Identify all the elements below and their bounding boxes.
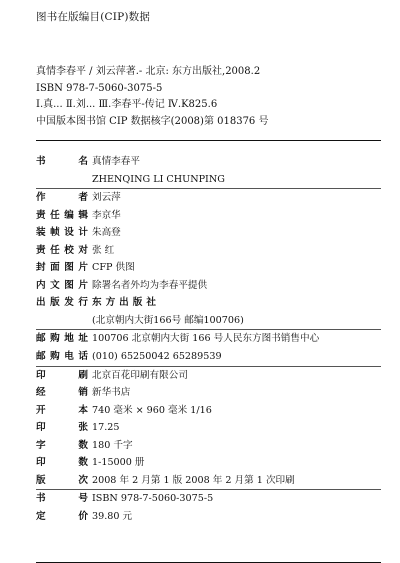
- row-label: 印 张: [36, 422, 88, 434]
- row-value: 除署名者外均为李春平提供: [92, 279, 208, 291]
- row-label: 版 次: [36, 474, 88, 486]
- row-value: 朱高登: [92, 227, 121, 239]
- row-value: 真情李春平: [92, 156, 140, 167]
- row-label: 经 销: [36, 387, 88, 399]
- colophon-row-pinyin: [36, 171, 381, 190]
- colophon-row-design: [36, 224, 381, 242]
- row-value: 2008 年 2 月第 1 版 2008 年 2 月第 1 次印刷: [92, 474, 295, 486]
- colophon-row-cover-image: [36, 259, 381, 277]
- colophon-row-mail-phone: [36, 348, 381, 367]
- colophon-row-distributor: [36, 384, 381, 402]
- colophon-row-mail-address: [36, 330, 381, 348]
- row-label: 开 本: [36, 404, 88, 416]
- row-label: 邮购电话: [36, 351, 88, 363]
- row-value: 740 毫米 × 960 毫米 1/16: [92, 404, 212, 416]
- row-value: (010) 65250042 65289539: [92, 351, 222, 363]
- row-value: 39.80 元: [92, 510, 133, 522]
- row-label: 装帧设计: [36, 227, 88, 239]
- row-label: 封面图片: [36, 262, 88, 274]
- colophon-row-author: [36, 189, 381, 207]
- colophon-row-publisher: [36, 294, 381, 312]
- cip-title-line: 真情李春平 / 刘云萍著.- 北京: 东方出版社,2008.2: [36, 66, 261, 77]
- row-label: 字 数: [36, 439, 88, 451]
- row-label: 邮购地址: [36, 333, 88, 345]
- row-label: 内文图片: [36, 279, 88, 291]
- row-value: 17.25: [92, 422, 120, 434]
- row-label: 书 名: [36, 156, 88, 167]
- row-label: 印 刷: [36, 369, 88, 381]
- colophon-row-sheets: [36, 419, 381, 437]
- row-value: 刘云萍: [92, 192, 121, 204]
- cip-heading: 图书在版编目(CIP)数据: [36, 11, 151, 23]
- row-value: (北京朝内大街166号 邮编100706): [92, 314, 244, 326]
- colophon-row-word-count: [36, 437, 381, 455]
- row-value: ZHENQING LI CHUNPING: [92, 173, 225, 185]
- row-label: 作 者: [36, 192, 88, 204]
- row-value: 100706 北京朝内大街 166 号人民东方图书销售中心: [92, 333, 320, 345]
- colophon-row-inner-images: [36, 277, 381, 295]
- row-label: 定 价: [36, 510, 88, 522]
- row-label: 印 数: [36, 457, 88, 469]
- row-label: 书 号: [36, 493, 88, 505]
- colophon-row-edition: [36, 472, 381, 491]
- colophon-row-proofreader: [36, 242, 381, 260]
- cip-record: [36, 64, 268, 130]
- row-label: 责任编辑: [36, 209, 88, 221]
- colophon-row-format: [36, 402, 381, 420]
- colophon-row-printer: [36, 367, 381, 385]
- row-label: 出版发行: [36, 297, 88, 309]
- row-value: 1-15000 册: [92, 457, 145, 469]
- row-value: 新华书店: [92, 387, 131, 399]
- top-rule: [36, 140, 381, 141]
- row-value: ISBN 978-7-5060-3075-5: [92, 493, 214, 505]
- colophon-row-print-run: [36, 454, 381, 472]
- row-value: 北京百花印刷有限公司: [92, 369, 188, 381]
- row-value: 张 红: [92, 244, 115, 256]
- row-value: CFP 供图: [92, 262, 135, 274]
- colophon-row-price: [36, 508, 381, 526]
- cip-isbn-line: ISBN 978-7-5060-3075-5: [36, 82, 163, 94]
- cip-subject-line: Ⅰ.真... Ⅱ.刘... Ⅲ.李春平-传记 Ⅳ.K825.6: [36, 99, 218, 110]
- colophon-row-title: [36, 153, 381, 171]
- colophon-table: [36, 153, 381, 525]
- cip-number-line: 中国版本图书馆 CIP 数据核字(2008)第 018376 号: [36, 115, 269, 127]
- colophon-row-isbn: [36, 490, 381, 508]
- colophon-row-editor: [36, 207, 381, 225]
- row-value: 180 千字: [92, 439, 133, 451]
- publisher-name: 东方出版社: [92, 297, 160, 309]
- row-label: 责任校对: [36, 244, 88, 256]
- colophon-row-publisher-address: [36, 312, 381, 331]
- row-value: 李京华: [92, 209, 121, 221]
